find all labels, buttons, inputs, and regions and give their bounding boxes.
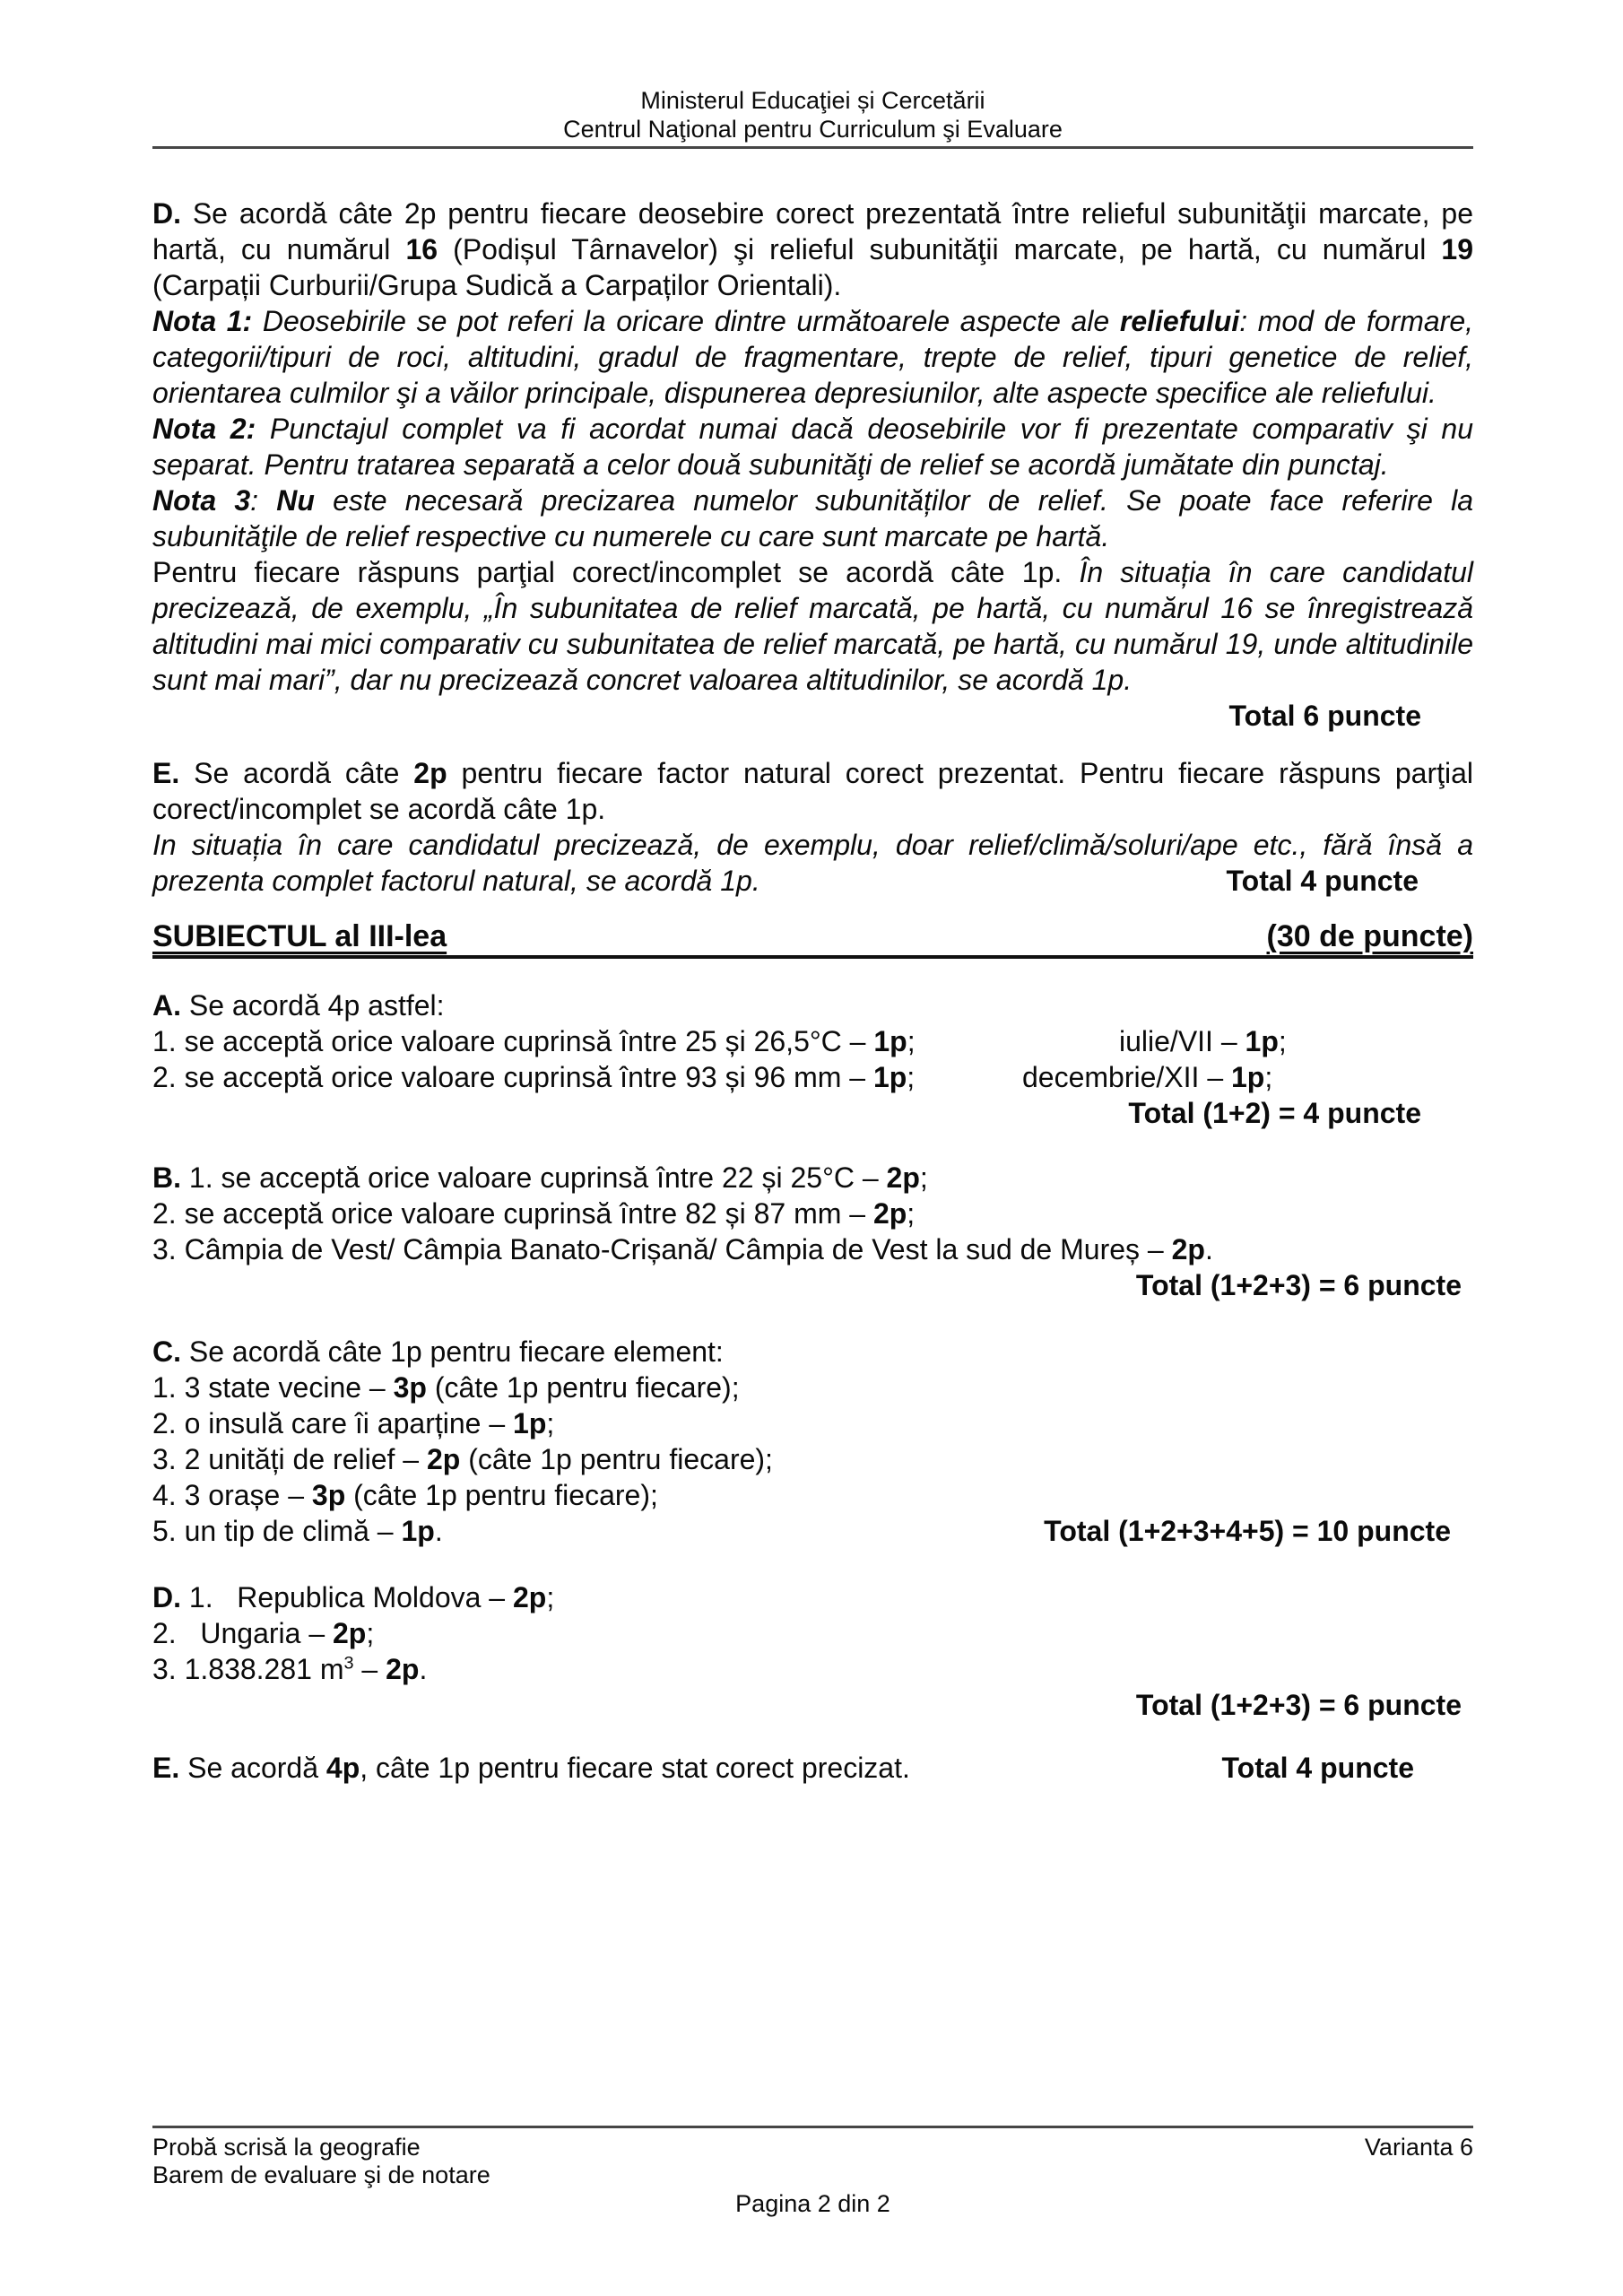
footer-exam-name: Probă scrisă la geografie <box>152 2134 421 2161</box>
item-c-4: 4. 3 orașe – 3p (câte 1p pentru fiecare); <box>152 1479 658 1511</box>
total-c-line: Total (1+2+3+4+5) = 10 puncte <box>1044 1515 1451 1547</box>
item-e-row <box>152 1750 1473 1786</box>
total-e-line: Total 4 puncte <box>1221 1752 1414 1784</box>
footer-first-row <box>152 2134 1473 2161</box>
total-d-line: Total (1+2+3) = 6 puncte <box>1135 1689 1462 1721</box>
document-body <box>152 196 1473 1786</box>
item-c-2: 2. o insulă care îi aparține – 1p; <box>152 1407 555 1439</box>
item-c-5-row <box>152 1513 1473 1549</box>
footer-variant: Varianta 6 <box>1364 2134 1473 2161</box>
item-a-2-month: decembrie/XII – 1p; <box>1022 1061 1273 1093</box>
footer-page-indicator: Pagina 2 din 2 <box>735 2190 890 2217</box>
subject-3-points: (30 de puncte) <box>1266 919 1473 953</box>
note-2-paragraph: Nota 2: Punctajul complet va fi acordat numai dacă deosebirile vor fi prezentate comparativ şi nu separat. Pentru tratarea separată a celor două subunităţi de relief se acordă jumătate din punctaj. <box>152 413 1474 481</box>
criterion-e-note-paragraph <box>152 827 1473 899</box>
document-footer <box>152 2126 1473 2218</box>
item-d-3: 3. 1.838.281 $m^3 - 2p$. <box>152 1653 428 1685</box>
criterion-d-paragraph: D. Se acordă câte 2p pentru fiecare deosebire corect prezentată între relieful subunităţii marcate, pe hartă, cu numărul 16 (Podișul Târnavelor) şi relieful subunităţii marcate, pe hartă, cu numărul 19 (Carpații Curburii/Grupa Sudică a Carpaților Orientali). <box>152 197 1474 301</box>
subject-3-title: SUBIECTUL al III-lea <box>152 919 447 953</box>
header-ministry-line: Ministerul Educaţiei și Cercetării <box>640 87 985 114</box>
item-d-2: 2. Ungaria – 2p; <box>152 1617 375 1649</box>
criterion-d-partial-paragraph: Pentru fiecare răspuns parţial corect/incomplet se acordă câte 1p. În situația în care candidatul precizează, de exemplu, „În subunitatea de relief marcată, pe hartă, cu numărul 16 se înregistrează altitudini mai mici comparativ cu subunitatea de relief marcată, pe hartă, cu numărul 19, unde altitudinile sunt mai mari”, dar nu precizează concret valoarea altitudinilor, se acordă 1p. <box>152 556 1474 696</box>
item-b-1: B. 1. se acceptă orice valoare cuprinsă între 22 și 25°C – 2p; <box>152 1161 928 1194</box>
document-header <box>152 86 1473 149</box>
item-a-1-month: iulie/VII – 1p; <box>1119 1025 1287 1057</box>
item-d-1: D. 1. Republica Moldova – 2p; <box>152 1581 555 1613</box>
item-c-1: 1. 3 state vecine – 3p (câte 1p pentru fiecare); <box>152 1371 740 1404</box>
item-a-intro: A. Se acordă 4p astfel: <box>152 989 445 1022</box>
total-6-points-line: Total 6 puncte <box>1228 700 1421 732</box>
item-a-2-value: 2. se acceptă orice valoare cuprinsă între 93 și 96 mm – 1p; <box>152 1061 916 1093</box>
footer-document-type: Barem de evaluare şi de notare <box>152 2161 490 2188</box>
item-b-3: 3. Câmpia de Vest/ Câmpia Banato-Crișană/ Câmpia de Vest la sud de Mureș – 2p. <box>152 1233 1213 1265</box>
item-c-5: 5. un tip de climă – 1p. <box>152 1515 443 1547</box>
total-b-line: Total (1+2+3) = 6 puncte <box>1135 1269 1462 1301</box>
item-c-intro: C. Se acordă câte 1p pentru fiecare element: <box>152 1335 724 1368</box>
item-a-1 <box>152 1023 1473 1059</box>
item-a-1-value: 1. se acceptă orice valoare cuprinsă între 25 și 26,5°C – 1p; <box>152 1025 916 1057</box>
item-a-2 <box>152 1059 1473 1095</box>
total-a-line: Total (1+2) = 4 puncte <box>1128 1097 1421 1129</box>
item-c-3: 3. 2 unități de relief – 2p (câte 1p pentru fiecare); <box>152 1443 773 1475</box>
item-b-2: 2. se acceptă orice valoare cuprinsă între 82 și 87 mm – 2p; <box>152 1197 916 1230</box>
header-center-line: Centrul Naţional pentru Curriculum şi Evaluare <box>563 116 1063 143</box>
item-e-text: E. Se acordă 4p, câte 1p pentru fiecare stat corect precizat. <box>152 1752 910 1784</box>
total-4-points-line: Total 4 puncte <box>1226 865 1419 897</box>
criterion-e-note-text: In situația în care candidatul precizează, de exemplu, doar relief/climă/soluri/ape etc., fără însă a prezenta complet factorul natural, se acordă 1p. <box>152 829 1473 897</box>
criterion-e-paragraph: E. Se acordă câte 2p pentru fiecare factor natural corect prezentat. Pentru fiecare răspuns parţial corect/incomplet se acordă câte 1p. <box>152 757 1474 825</box>
note-3-paragraph: Nota 3: Nu este necesară precizarea numelor subunităților de relief. Se poate face referire la subunităţile de relief respective cu numerele cu care sunt marcate pe hartă. <box>152 484 1474 552</box>
subject-3-heading <box>152 918 1473 959</box>
note-1-paragraph: Nota 1: Deosebirile se pot referi la oricare dintre următoarele aspecte ale reliefului: mod de formare, categorii/tipuri de roci, altitudini, gradul de fragmentare, trepte de relief, tipuri genetice de relief, orientarea culmilor şi a văilor principale, dispunerea depresiunilor, alte aspecte specifice ale reliefului. <box>152 305 1474 409</box>
